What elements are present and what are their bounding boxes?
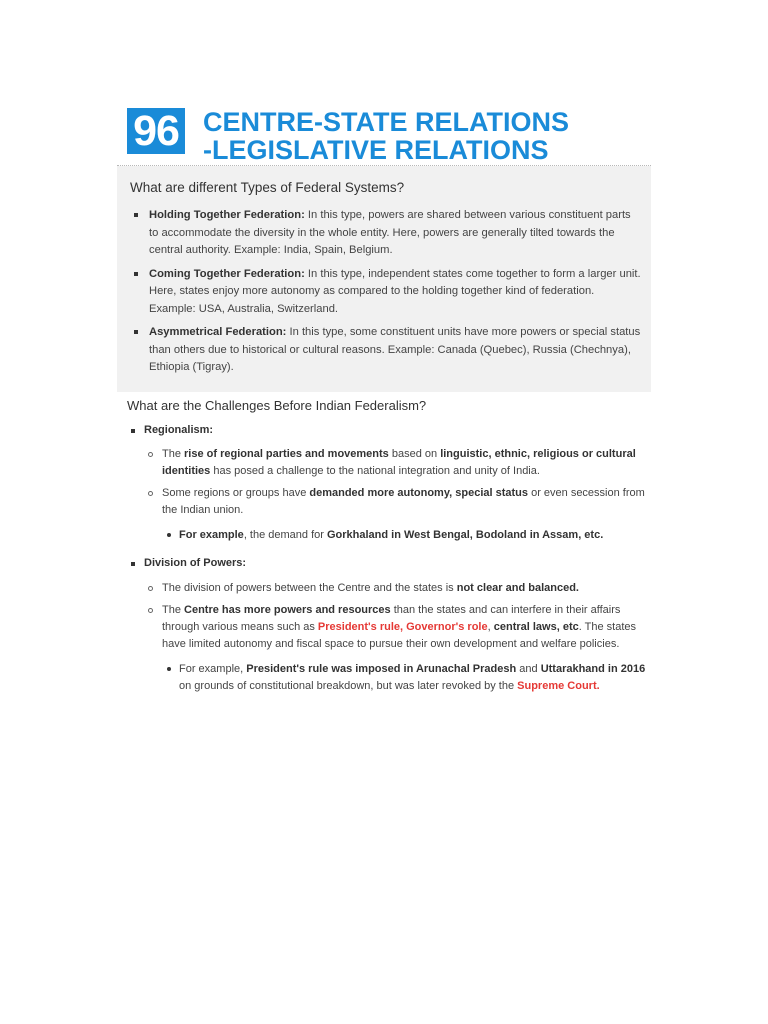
text-span: based on [388,448,441,460]
bold-span: central laws, etc [493,621,579,633]
list-item-coming-together [132,266,642,319]
text-span: than the states and can interfere in their affairs through various means such as [162,604,621,633]
bold-span: Gorkhaland in West Bengal, Bodoland in Assam, etc. [326,529,604,541]
federal-systems-question: What are different Types of Federal Systems? [130,180,405,195]
text-span: For example, [179,663,247,675]
division-heading [131,557,246,569]
highlight-span: Supreme Court. [517,680,600,692]
regionalism-example [167,527,647,544]
bold-span: President's rule was imposed in Arunachal Pradesh [246,663,517,675]
text-span: on grounds of constitutional breakdown, but was later revoked by the [179,680,518,692]
bold-span: rise of regional parties and movements [184,448,389,460]
chapter-header [117,90,651,166]
federal-systems-panel [117,166,651,392]
text-span: The [162,448,185,460]
division-heading-text: Division of Powers: [144,557,247,569]
bold-span: Centre has more powers and resources [184,604,391,616]
bold-span: linguistic, ethnic, religious or cultural identities [162,448,636,477]
list-item-holding-together [132,207,642,260]
chapter-number: 96 [127,108,185,154]
circle-bullet-icon [148,452,153,457]
bold-span: demanded more autonomy, special status [309,487,529,499]
square-bullet-icon [131,562,135,566]
regionalism-heading-text: Regionalism: [144,424,214,436]
square-bullet-icon [131,429,135,433]
regionalism-heading [131,424,213,436]
chapter-title-line-2: -LEGISLATIVE RELATIONS [203,135,549,165]
federal-systems-list [132,207,642,383]
term-holding-together: Holding Together Federation: [149,209,305,221]
bold-span: not clear and balanced. [456,582,579,594]
term-asymmetrical: Asymmetrical Federation: [149,326,287,338]
text-span: Some regions or groups have [162,487,310,499]
term-coming-together: Coming Together Federation: [149,267,305,280]
regionalism-point-1 [148,446,648,480]
text-span: , [487,621,494,633]
chapter-title-line-1: CENTRE-STATE RELATIONS [203,107,569,137]
division-example [167,661,647,695]
division-point-1 [148,580,648,597]
circle-bullet-icon [148,586,153,591]
bold-span: Uttarakhand in 2016 [540,663,646,675]
text-span: has posed a challenge to the national integration and unity of India. [210,465,540,477]
highlight-span: President's rule, Governor's role [317,621,488,633]
circle-bullet-icon [148,608,153,613]
circle-bullet-icon [148,491,153,496]
text-span: and [516,663,541,675]
text-span: The [162,604,185,616]
disc-bullet-icon [167,667,171,671]
division-point-2 [148,602,648,653]
text-coming-together: In this type, independent states come together to form a larger unit. Here, states enjoy more autonomy as compared to the holding together kind of federation. Example: USA, Australia, Switzerland. [149,267,641,315]
text-span: The division of powers between the Centre and the states is [162,582,457,594]
text-span: . The states have limited autonomy and fiscal space to pursue their own development and welfare policies. [162,621,637,650]
square-bullet-icon [134,272,138,276]
square-bullet-icon [134,213,138,217]
text-span: , the demand for [243,529,327,541]
disc-bullet-icon [167,533,171,537]
challenges-question: What are the Challenges Before Indian Federalism? [127,398,427,413]
text-span: or even secession from the Indian union. [162,487,645,516]
square-bullet-icon [134,330,138,334]
regionalism-point-2 [148,485,648,519]
text-asymmetrical: In this type, some constituent units have more powers or special status than others due to historical or cultural reasons. Example: Canada (Quebec), Russia (Chechnya), Ethiopia (Tigray). [149,326,641,373]
list-item-asymmetrical [132,324,642,377]
bold-span: For example [179,529,244,541]
text-holding-together: In this type, powers are shared between various constituent parts to accommodate the diversity in the whole entity. Here, powers are generally tilted towards the central authority. Example: India, Spain, Belgium. [149,209,631,256]
